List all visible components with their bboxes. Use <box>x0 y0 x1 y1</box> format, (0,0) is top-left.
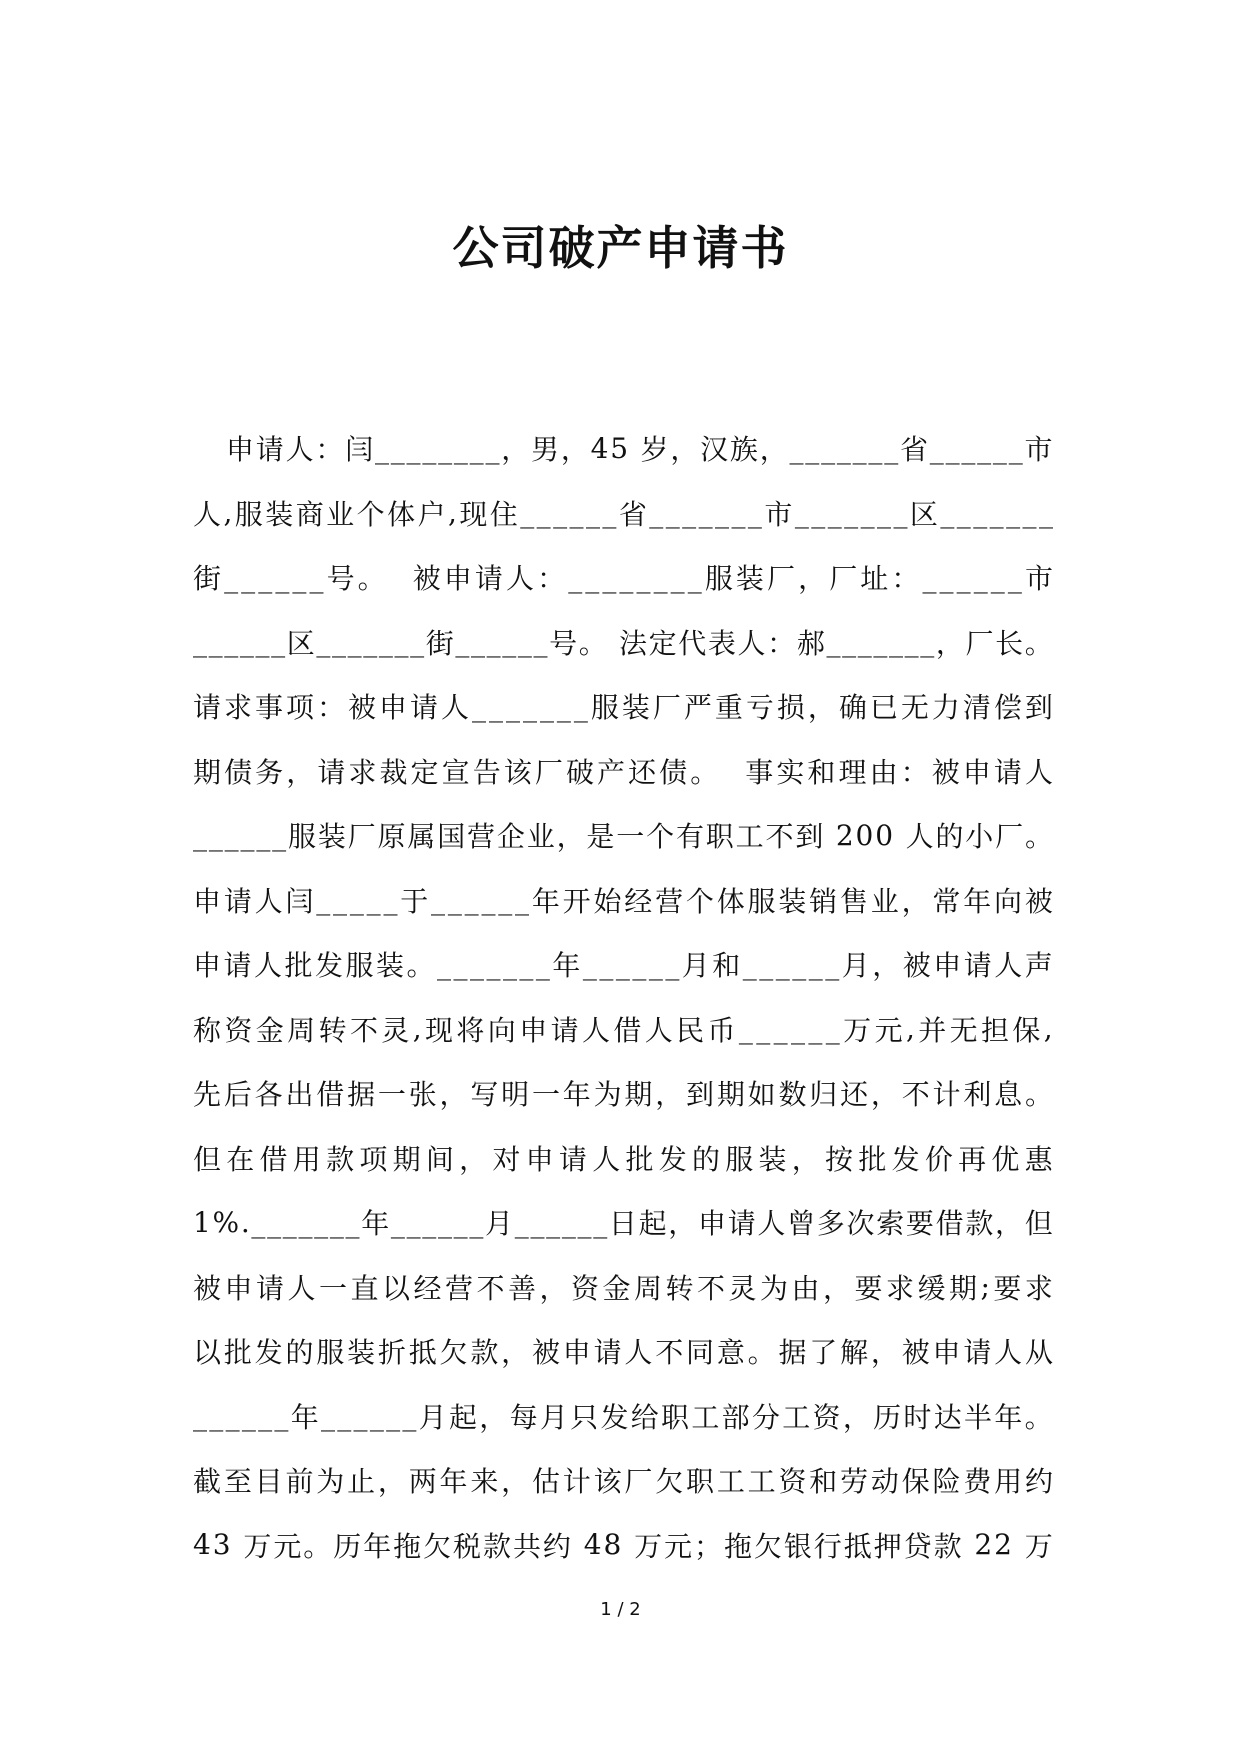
body-line: 但 在 借 用 款 项 期 间 ， 对 申 请 人 批 发 的 服 装 ， 按 批 发 价 再 优 惠 <box>193 1142 1053 1176</box>
body-line: _ _ _ _ _ _ 区 _ _ _ _ _ _ _ 街 _ _ _ _ _ _ 号 。 法 定 代 表 人 ： 郝 _ _ _ _ _ _ _ ， 厂 长 。 <box>193 625 1053 660</box>
document-body <box>193 416 1053 1577</box>
body-line: 4 3 万 元 。 历 年 拖 欠 税 款 共 约 4 8 万 元 ； 拖 欠 银 行 抵 押 贷 款 2 2 万 <box>193 1528 1053 1563</box>
body-line: 被 申 请 人 一 直 以 经 营 不 善 ， 资 金 周 转 不 灵 为 由 ， 要 求 缓 期 ; 要 求 <box>193 1270 1053 1305</box>
body-line: 先 后 各 出 借 据 一 张 ， 写 明 一 年 为 期 ， 到 期 如 数 归 还 ， 不 计 利 息 。 <box>193 1078 1053 1112</box>
body-line: _ _ _ _ _ _ 年 _ _ _ _ _ _ 月 起 ， 每 月 只 发 给 职 工 部 分 工 资 ， 历 时 达 半 年 。 <box>193 1399 1053 1434</box>
body-line: 请 求 事 项 ： 被 申 请 人 _ _ _ _ _ _ _ 服 装 厂 严 重 亏 损 ， 确 已 无 力 清 偿 到 <box>193 689 1053 725</box>
body-line: 人 , 服 装 商 业 个 体 户 , 现 住 _ _ _ _ _ _ 省 _ _ _ _ _ _ _ 市 _ _ _ _ _ _ _ 区 _ _ _ _ _ _ _ <box>193 496 1053 531</box>
body-line: 申 请 人 ： 闫 _ _ _ _ _ _ _ _ ， 男 ， 4 5 岁 ， 汉 族 ， _ _ _ _ _ _ _ 省 _ _ _ _ _ _ 市 <box>226 431 1053 467</box>
body-line: 以 批 发 的 服 装 折 抵 欠 款 ， 被 申 请 人 不 同 意 。 据 了 解 ， 被 申 请 人 从 <box>193 1336 1053 1370</box>
page-number: 1 / 2 <box>600 1599 641 1620</box>
body-line: 申 请 人 批 发 服 装 。 _ _ _ _ _ _ _ 年 _ _ _ _ _ _ 月 和 _ _ _ _ _ _ 月 ， 被 申 请 人 声 <box>193 947 1053 983</box>
body-line: 称 资 金 周 转 不 灵 , 现 将 向 申 请 人 借 人 民 币 _ _ _ _ _ _ 万 元 , 并 无 担 保 , <box>193 1012 1053 1047</box>
body-line: 截 至 目 前 为 止 ， 两 年 来 ， 估 计 该 厂 欠 职 工 工 资 和 劳 动 保 险 费 用 约 <box>193 1465 1053 1499</box>
body-line: 期 债 务 ， 请 求 裁 定 宣 告 该 厂 破 产 还 债 。 事 实 和 理 由 ： 被 申 请 人 <box>193 755 1053 789</box>
body-line: _ _ _ _ _ _ 服 装 厂 原 属 国 营 企 业 ， 是 一 个 有 职 工 不 到 2 0 0 人 的 小 厂 。 <box>193 818 1053 854</box>
document-title: 公司破产申请书 <box>452 221 789 275</box>
body-line: 1 % . _ _ _ _ _ _ _ 年 _ _ _ _ _ _ 月 _ _ _ _ _ _ 日 起 ， 申 请 人 曾 多 次 索 要 借 款 ， 但 <box>193 1205 1053 1241</box>
body-line: 街 _ _ _ _ _ _ 号 。 被 申 请 人 ： _ _ _ _ _ _ _ _ 服 装 厂 ， 厂 址 ： _ _ _ _ _ _ 市 <box>193 560 1053 596</box>
body-line: 申 请 人 闫 _ _ _ _ _ 于 _ _ _ _ _ _ 年 开 始 经 营 个 体 服 装 销 售 业 ， 常 年 向 被 <box>193 883 1053 918</box>
